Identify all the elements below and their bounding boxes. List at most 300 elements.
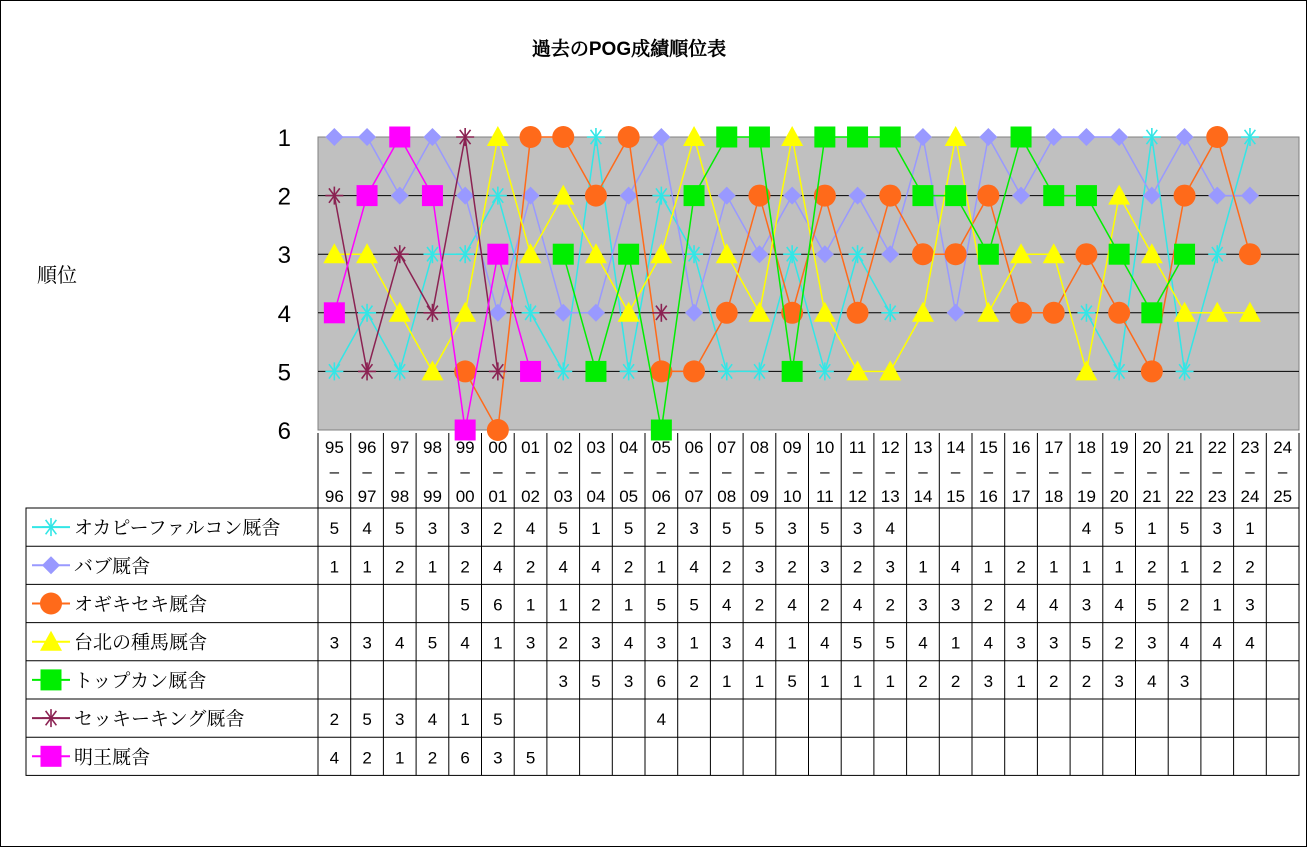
table-cell-value: 2 bbox=[460, 557, 470, 577]
category-separator: – bbox=[1277, 462, 1288, 481]
table-cell-value: 5 bbox=[493, 710, 503, 730]
table-cell-value: 2 bbox=[427, 748, 438, 768]
category-separator: – bbox=[623, 462, 634, 481]
category-separator: – bbox=[950, 462, 961, 481]
category-separator: – bbox=[1147, 462, 1157, 481]
category-separator: – bbox=[689, 462, 699, 481]
category-label-top: 04 bbox=[619, 438, 639, 457]
table-cell-value: 1 bbox=[656, 557, 667, 577]
table-cell-value: 4 bbox=[623, 633, 634, 653]
legend-label: オギキセキ厩舎 bbox=[74, 594, 208, 616]
table-cell-value: 3 bbox=[722, 633, 732, 653]
circle-marker bbox=[552, 126, 574, 148]
category-separator: – bbox=[1212, 462, 1222, 481]
table-cell-value: 3 bbox=[1114, 671, 1124, 691]
circle-marker bbox=[977, 185, 999, 207]
category-label-bottom: 17 bbox=[1011, 487, 1031, 506]
table-cell-value: 2 bbox=[623, 557, 634, 577]
square-marker bbox=[782, 361, 803, 382]
square-marker bbox=[978, 244, 999, 265]
legend-label: オカピーファルコン厩舎 bbox=[74, 518, 281, 540]
table-cell-value: 1 bbox=[1049, 557, 1059, 577]
square-marker bbox=[389, 127, 410, 148]
legend-label: 明王厩舎 bbox=[74, 747, 151, 769]
table-row bbox=[32, 631, 1255, 654]
category-label-top: 15 bbox=[978, 438, 998, 457]
square-marker bbox=[684, 185, 705, 206]
table-cell-value: 3 bbox=[983, 671, 994, 691]
table-cell-value: 4 bbox=[362, 519, 372, 539]
rank-chart bbox=[1, 1, 1306, 846]
category-label-top: 97 bbox=[390, 438, 410, 457]
square-marker bbox=[814, 127, 835, 148]
category-label-bottom: 18 bbox=[1044, 487, 1064, 506]
category-label-top: 20 bbox=[1142, 438, 1162, 457]
table-cell-value: 4 bbox=[1081, 519, 1092, 539]
category-label-top: 12 bbox=[880, 438, 900, 457]
category-separator: – bbox=[558, 462, 568, 481]
category-label-top: 10 bbox=[815, 438, 835, 457]
table-cell-value: 4 bbox=[787, 595, 797, 615]
y-tick-label: 4 bbox=[277, 300, 291, 328]
table-cell-value: 2 bbox=[1212, 557, 1222, 577]
table-cell-value: 1 bbox=[885, 671, 895, 691]
table-cell-value: 2 bbox=[820, 595, 830, 615]
table-cell-value: 5 bbox=[558, 519, 568, 539]
table-cell-value: 5 bbox=[689, 595, 699, 615]
category-separator: – bbox=[983, 462, 994, 481]
circle-marker bbox=[716, 302, 738, 324]
category-separator: – bbox=[493, 462, 503, 481]
table-cell-value: 2 bbox=[558, 633, 568, 653]
table-cell-value: 3 bbox=[493, 748, 503, 768]
table-cell-value: 5 bbox=[1179, 519, 1190, 539]
table-cell-value: 1 bbox=[329, 557, 340, 577]
table-cell-value: 4 bbox=[722, 595, 732, 615]
table-cell-value: 1 bbox=[395, 748, 405, 768]
circle-marker bbox=[1010, 302, 1032, 324]
category-separator: – bbox=[591, 462, 601, 481]
category-separator: – bbox=[1179, 462, 1190, 481]
category-separator: – bbox=[460, 462, 470, 481]
table-cell-value: 4 bbox=[852, 595, 863, 615]
table-cell-value: 3 bbox=[623, 671, 634, 691]
square-marker bbox=[716, 127, 737, 148]
category-label-bottom: 08 bbox=[717, 487, 737, 506]
table-cell-value: 2 bbox=[885, 595, 895, 615]
category-label-bottom: 96 bbox=[324, 487, 344, 506]
category-label-top: 13 bbox=[913, 438, 933, 457]
square-marker bbox=[553, 244, 574, 265]
square-marker bbox=[1011, 127, 1032, 148]
circle-marker bbox=[1075, 243, 1097, 265]
table-cell-value: 4 bbox=[1147, 671, 1157, 691]
table-cell-value: 1 bbox=[689, 633, 699, 653]
table-cell-value: 3 bbox=[1245, 595, 1255, 615]
category-label-top: 18 bbox=[1076, 438, 1096, 457]
table-cell-value: 1 bbox=[623, 595, 634, 615]
category-label-top: 11 bbox=[848, 438, 867, 457]
y-tick-label: 5 bbox=[277, 359, 291, 387]
table-cell-value: 4 bbox=[493, 557, 503, 577]
legend-label: セッキーキング厩舎 bbox=[74, 709, 245, 731]
table-cell-value: 2 bbox=[1016, 557, 1026, 577]
category-label-top: 00 bbox=[488, 438, 508, 457]
table-cell-value: 4 bbox=[1114, 595, 1124, 615]
square-marker bbox=[912, 185, 933, 206]
category-label-top: 23 bbox=[1240, 438, 1260, 457]
table-cell-value: 2 bbox=[950, 671, 961, 691]
category-label-top: 95 bbox=[324, 438, 344, 457]
table-cell-value: 5 bbox=[754, 519, 765, 539]
table-cell-value: 4 bbox=[918, 633, 928, 653]
circle-marker bbox=[1239, 243, 1261, 265]
table-cell-value: 3 bbox=[918, 595, 928, 615]
table-cell-value: 2 bbox=[362, 748, 372, 768]
table-cell-value: 1 bbox=[820, 671, 830, 691]
category-label-bottom: 09 bbox=[749, 487, 769, 506]
square-marker bbox=[1109, 244, 1130, 265]
table-cell-value: 4 bbox=[329, 748, 340, 768]
table-cell-value: 2 bbox=[1114, 633, 1124, 653]
table-cell-value: 4 bbox=[395, 633, 405, 653]
table-cell-value: 4 bbox=[689, 557, 699, 577]
triangle-marker bbox=[945, 126, 967, 146]
table-cell-value: 4 bbox=[460, 633, 470, 653]
table-row bbox=[32, 746, 535, 769]
table-cell-value: 5 bbox=[1114, 519, 1124, 539]
square-marker bbox=[520, 361, 541, 382]
table-cell-value: 2 bbox=[1179, 595, 1190, 615]
category-label-bottom: 16 bbox=[978, 487, 998, 506]
legend-label: 台北の種馬厩舎 bbox=[74, 632, 208, 654]
category-label-bottom: 24 bbox=[1240, 487, 1260, 506]
category-label-top: 08 bbox=[749, 438, 769, 457]
table-cell-value: 5 bbox=[395, 519, 405, 539]
table-cell-value: 5 bbox=[885, 633, 895, 653]
square-marker bbox=[487, 244, 508, 265]
table-cell-value: 5 bbox=[623, 519, 634, 539]
asterisk-marker bbox=[42, 518, 60, 536]
category-separator: – bbox=[525, 462, 536, 481]
table-row bbox=[32, 593, 1255, 616]
table-cell-value: 3 bbox=[427, 519, 438, 539]
category-label-top: 07 bbox=[717, 438, 737, 457]
table-cell-value: 4 bbox=[885, 519, 895, 539]
circle-marker bbox=[40, 593, 62, 615]
table-cell-value: 2 bbox=[1245, 557, 1255, 577]
category-separator: – bbox=[787, 462, 797, 481]
table-cell-value: 4 bbox=[427, 710, 438, 730]
category-separator: – bbox=[1245, 462, 1255, 481]
square-marker bbox=[618, 244, 639, 265]
table-cell-value: 3 bbox=[395, 710, 405, 730]
table-row bbox=[32, 517, 1255, 539]
category-label-top: 22 bbox=[1207, 438, 1227, 457]
category-separator: – bbox=[1114, 462, 1124, 481]
table-cell-value: 4 bbox=[656, 710, 667, 730]
category-label-bottom: 07 bbox=[684, 487, 704, 506]
table-cell-value: 3 bbox=[1049, 633, 1059, 653]
category-label-top: 05 bbox=[651, 438, 671, 457]
table-cell-value: 3 bbox=[1179, 671, 1190, 691]
circle-marker bbox=[1174, 185, 1196, 207]
square-marker bbox=[1043, 185, 1064, 206]
category-label-top: 09 bbox=[782, 438, 802, 457]
table-cell-value: 2 bbox=[493, 519, 503, 539]
table-cell-value: 4 bbox=[1016, 595, 1026, 615]
table-cell-value: 2 bbox=[722, 557, 732, 577]
table-cell-value: 3 bbox=[1212, 519, 1222, 539]
square-marker bbox=[880, 127, 901, 148]
table-cell-value: 5 bbox=[329, 519, 340, 539]
category-label-bottom: 03 bbox=[553, 487, 573, 506]
table-cell-value: 3 bbox=[656, 633, 667, 653]
square-marker bbox=[1141, 302, 1162, 323]
table-cell-value: 2 bbox=[525, 557, 536, 577]
table-cell-value: 1 bbox=[493, 633, 503, 653]
table-cell-value: 2 bbox=[656, 519, 667, 539]
category-label-bottom: 15 bbox=[946, 487, 966, 506]
category-label-top: 01 bbox=[521, 438, 541, 457]
category-label-bottom: 22 bbox=[1175, 487, 1195, 506]
category-label-bottom: 19 bbox=[1076, 487, 1096, 506]
table-cell-value: 2 bbox=[1081, 671, 1092, 691]
category-label-bottom: 06 bbox=[651, 487, 671, 506]
table-cell-value: 5 bbox=[1147, 595, 1157, 615]
category-label-bottom: 02 bbox=[521, 487, 541, 506]
table-cell-value: 3 bbox=[852, 519, 863, 539]
table-cell-value: 2 bbox=[754, 595, 765, 615]
category-label-bottom: 23 bbox=[1207, 487, 1227, 506]
category-separator: – bbox=[1016, 462, 1026, 481]
table-cell-value: 4 bbox=[525, 519, 536, 539]
table-cell-value: 5 bbox=[787, 671, 797, 691]
category-label-bottom: 13 bbox=[880, 487, 900, 506]
circle-marker bbox=[1043, 302, 1065, 324]
table-cell-value: 1 bbox=[918, 557, 928, 577]
table-cell-value: 5 bbox=[852, 633, 863, 653]
table-cell-value: 3 bbox=[820, 557, 830, 577]
square-marker bbox=[357, 185, 378, 206]
table-cell-value: 5 bbox=[427, 633, 438, 653]
category-label-bottom: 20 bbox=[1109, 487, 1129, 506]
table-cell-value: 1 bbox=[362, 557, 372, 577]
table-cell-value: 3 bbox=[787, 519, 797, 539]
category-label-bottom: 25 bbox=[1273, 487, 1293, 506]
square-marker bbox=[41, 746, 62, 767]
table-cell-value: 4 bbox=[1245, 633, 1255, 653]
table-cell-value: 1 bbox=[427, 557, 438, 577]
table-row bbox=[32, 555, 1255, 577]
table-cell-value: 2 bbox=[591, 595, 601, 615]
category-separator: – bbox=[329, 462, 340, 481]
table-cell-value: 1 bbox=[754, 671, 765, 691]
category-label-top: 24 bbox=[1273, 438, 1293, 457]
category-label-bottom: 97 bbox=[357, 487, 377, 506]
circle-marker bbox=[879, 185, 901, 207]
table-cell-value: 1 bbox=[591, 519, 601, 539]
table-cell-value: 1 bbox=[1081, 557, 1092, 577]
table-cell-value: 1 bbox=[852, 671, 863, 691]
table-cell-value: 5 bbox=[820, 519, 830, 539]
category-label-top: 16 bbox=[1011, 438, 1031, 457]
category-label-bottom: 04 bbox=[586, 487, 606, 506]
category-label-bottom: 01 bbox=[488, 487, 508, 506]
table-cell-value: 3 bbox=[329, 633, 340, 653]
table-cell-value: 3 bbox=[362, 633, 372, 653]
table-cell-value: 2 bbox=[852, 557, 863, 577]
y-tick-label: 2 bbox=[277, 183, 291, 211]
table-cell-value: 1 bbox=[1179, 557, 1190, 577]
y-tick-label: 6 bbox=[277, 418, 291, 445]
category-separator: – bbox=[656, 462, 667, 481]
circle-marker bbox=[1206, 126, 1228, 148]
circle-marker bbox=[1141, 360, 1163, 382]
table-cell-value: 1 bbox=[1212, 595, 1222, 615]
category-label-top: 99 bbox=[455, 438, 475, 457]
asterisk-marker bbox=[42, 709, 60, 727]
table-cell-value: 1 bbox=[525, 595, 536, 615]
table-cell-value: 3 bbox=[525, 633, 536, 653]
plot-area bbox=[318, 137, 1299, 430]
category-separator: – bbox=[852, 462, 863, 481]
table-cell-value: 4 bbox=[591, 557, 601, 577]
table-cell-value: 4 bbox=[754, 633, 765, 653]
table-cell-value: 3 bbox=[885, 557, 895, 577]
category-label-bottom: 99 bbox=[422, 487, 442, 506]
table-cell-value: 2 bbox=[1147, 557, 1157, 577]
table-cell-value: 2 bbox=[787, 557, 797, 577]
table-row bbox=[32, 669, 1189, 692]
category-label-top: 19 bbox=[1109, 438, 1129, 457]
table-row bbox=[32, 708, 666, 730]
category-label-bottom: 12 bbox=[848, 487, 868, 506]
y-axis-label: 順位 bbox=[37, 265, 77, 287]
table-cell-value: 3 bbox=[1016, 633, 1026, 653]
category-separator: – bbox=[754, 462, 765, 481]
table-cell-value: 4 bbox=[1179, 633, 1190, 653]
table-cell-value: 1 bbox=[1016, 671, 1026, 691]
category-separator: – bbox=[918, 462, 928, 481]
category-label-top: 17 bbox=[1044, 438, 1064, 457]
category-label-bottom: 00 bbox=[455, 487, 475, 506]
table-cell-value: 3 bbox=[558, 671, 568, 691]
triangle-marker bbox=[683, 126, 705, 146]
triangle-marker bbox=[781, 126, 803, 146]
table-cell-value: 5 bbox=[1081, 633, 1092, 653]
category-label-top: 98 bbox=[422, 438, 442, 457]
table-cell-value: 3 bbox=[754, 557, 765, 577]
category-label-bottom: 10 bbox=[782, 487, 802, 506]
category-separator: – bbox=[362, 462, 372, 481]
chart-title: 過去のPOG成績順位表 bbox=[531, 39, 727, 60]
category-label-top: 02 bbox=[553, 438, 573, 457]
category-label-bottom: 98 bbox=[390, 487, 410, 506]
square-marker bbox=[41, 669, 62, 690]
table-cell-value: 3 bbox=[1147, 633, 1157, 653]
table-cell-value: 2 bbox=[329, 710, 340, 730]
square-marker bbox=[422, 185, 443, 206]
circle-marker bbox=[912, 243, 934, 265]
category-label-top: 03 bbox=[586, 438, 606, 457]
table-cell-value: 3 bbox=[950, 595, 961, 615]
table-cell-value: 4 bbox=[558, 557, 568, 577]
table-cell-value: 1 bbox=[787, 633, 797, 653]
circle-marker bbox=[683, 360, 705, 382]
square-marker bbox=[1076, 185, 1097, 206]
category-label-top: 96 bbox=[357, 438, 377, 457]
table-cell-value: 2 bbox=[1049, 671, 1059, 691]
category-separator: – bbox=[395, 462, 405, 481]
table-cell-value: 5 bbox=[460, 595, 470, 615]
table-cell-value: 2 bbox=[918, 671, 928, 691]
legend-label: トップカン厩舎 bbox=[74, 670, 207, 692]
category-separator: – bbox=[427, 462, 438, 481]
category-separator: – bbox=[885, 462, 895, 481]
category-separator: – bbox=[1081, 462, 1092, 481]
category-label-top: 14 bbox=[946, 438, 966, 457]
circle-marker bbox=[520, 126, 542, 148]
circle-marker bbox=[847, 302, 869, 324]
circle-marker bbox=[1108, 302, 1130, 324]
table-cell-value: 4 bbox=[1212, 633, 1222, 653]
table-cell-value: 1 bbox=[1114, 557, 1124, 577]
square-marker bbox=[847, 127, 868, 148]
triangle-marker bbox=[487, 126, 509, 146]
table-cell-value: 1 bbox=[460, 710, 470, 730]
table-cell-value: 2 bbox=[689, 671, 699, 691]
table-cell-value: 6 bbox=[493, 595, 503, 615]
table-cell-value: 6 bbox=[656, 671, 667, 691]
table-cell-value: 4 bbox=[983, 633, 994, 653]
square-marker bbox=[749, 127, 770, 148]
category-label-bottom: 11 bbox=[816, 487, 834, 506]
category-separator: – bbox=[722, 462, 732, 481]
table-cell-value: 6 bbox=[460, 748, 470, 768]
table-cell-value: 4 bbox=[820, 633, 830, 653]
table-cell-value: 1 bbox=[1147, 519, 1157, 539]
y-tick-label: 3 bbox=[277, 242, 291, 270]
table-cell-value: 1 bbox=[1245, 519, 1255, 539]
square-marker bbox=[945, 185, 966, 206]
table-cell-value: 4 bbox=[950, 557, 961, 577]
table-cell-value: 3 bbox=[689, 519, 699, 539]
category-label-top: 06 bbox=[684, 438, 704, 457]
category-label-bottom: 14 bbox=[913, 487, 933, 506]
square-marker bbox=[324, 302, 345, 323]
table-cell-value: 5 bbox=[525, 748, 536, 768]
legend-label: バブ厩舎 bbox=[74, 556, 151, 578]
diamond-marker bbox=[42, 556, 60, 574]
table-cell-value: 1 bbox=[558, 595, 568, 615]
category-label-top: 21 bbox=[1175, 438, 1195, 457]
square-marker bbox=[585, 361, 606, 382]
table-cell-value: 3 bbox=[591, 633, 601, 653]
table-cell-value: 1 bbox=[722, 671, 732, 691]
category-label-bottom: 21 bbox=[1142, 487, 1162, 506]
table-cell-value: 1 bbox=[983, 557, 994, 577]
table-cell-value: 5 bbox=[362, 710, 372, 730]
circle-marker bbox=[945, 243, 967, 265]
table-cell-value: 2 bbox=[983, 595, 994, 615]
table-cell-value: 1 bbox=[950, 633, 961, 653]
circle-marker bbox=[585, 185, 607, 207]
table-cell-value: 2 bbox=[395, 557, 405, 577]
table-cell-value: 5 bbox=[591, 671, 601, 691]
table-cell-value: 5 bbox=[656, 595, 667, 615]
square-marker bbox=[1174, 244, 1195, 265]
